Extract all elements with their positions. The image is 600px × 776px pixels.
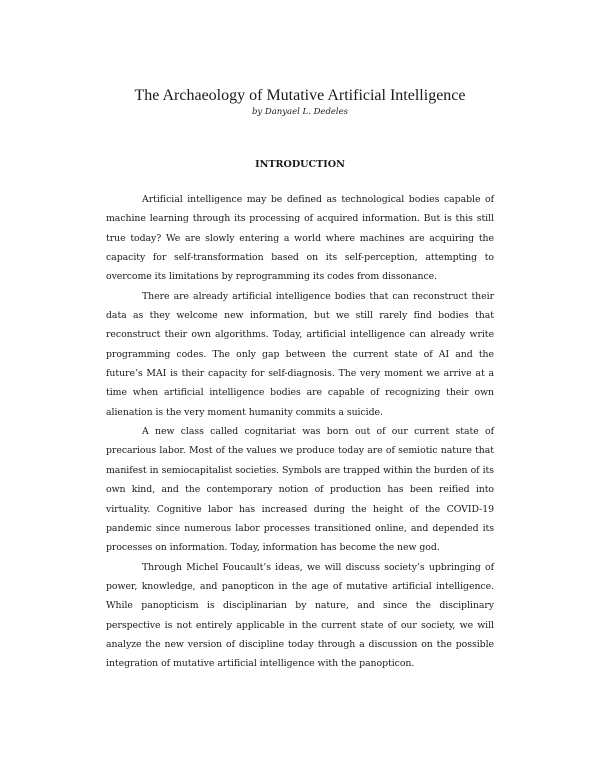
author-byline: by Danyael L. Dedeles bbox=[251, 107, 349, 117]
document-title: The Archaeology of Mutative Artificial Intelligence bbox=[134, 87, 466, 104]
paragraph: There are already artificial intelligence bodies that can reconstruct their data as they welcome new information, but we still rarely find bodies that reconstruct their own algorithms. Today, artificial intelligence can already write programming codes. The only gap between the current state of AI and the future’s MAI is their capacity for self-diagnosis. The very moment we arrive at a time when artificial intelligence bodies are capable of recognizing their own alienation is the very moment humanity commits a suicide. bbox=[106, 290, 494, 418]
document-page bbox=[106, 86, 494, 674]
paragraph: Artificial intelligence may be defined as technological bodies capable of machine learning through its processing of acquired information. But is this still true today? We are slowly entering a world where machines are acquiring the capacity for self-transformation based on its self-perception, attempting to overcome its limitations by reprogramming its codes from dissonance. bbox=[106, 194, 494, 283]
paragraph: Through Michel Foucault’s ideas, we will discuss society’s upbringing of power, knowledge, and panopticon in the age of mutative artificial intelligence. While panopticism is disciplinarian by nature, and since the disciplinary perspective is not entirely applicable in the current state of our society, we will analyze the new version of discipline today through a discussion on the possible integration of mutative artificial intelligence with the panopticon. bbox=[106, 561, 494, 670]
paragraph: A new class called cognitariat was born out of our current state of precarious labor. Most of the values we produce today are of semiotic nature that manifest in semiocapitalist societies. Symbols are trapped within the burden of its own kind, and the contemporary notion of production has been reified into virtuality. Cognitive labor has increased during the height of the COVID-19 pandemic since numerous labor processes transitioned online, and depended its processes on information. Today, information has become the new god. bbox=[106, 426, 494, 554]
section-heading: INTRODUCTION bbox=[255, 159, 345, 170]
